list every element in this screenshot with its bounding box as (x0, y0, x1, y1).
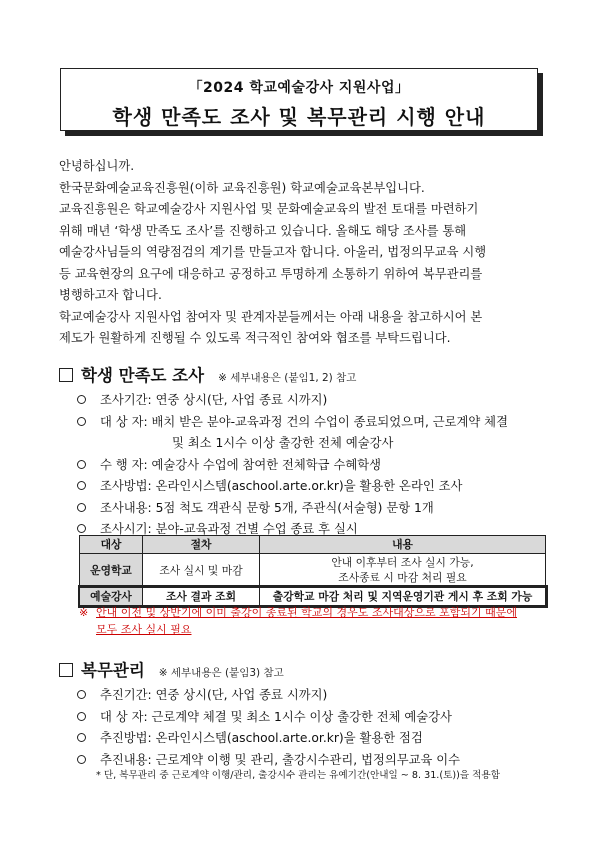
section-heading (59, 657, 559, 681)
list-item: 조사기간: 연중 상시(단, 사업 종료 시까지) (59, 390, 559, 412)
table-header-row (80, 536, 546, 554)
table-cell-step: 조사 실시 및 마감 (143, 554, 260, 588)
intro-line: 제도가 원활하게 진행될 수 있도록 적극적인 참여와 협조를 부탁드립니다. (59, 331, 451, 345)
asterisk-icon: ※ (79, 606, 89, 619)
list-item: 수 행 자: 예술강사 수업에 참여한 전체학급 수혜학생 (59, 455, 559, 477)
section-title: 복무관리 (81, 661, 145, 680)
table-cell-content: 안내 이후부터 조사 실시 가능, 조사종료 시 마감 처리 필요 (260, 554, 546, 588)
item-list (59, 685, 559, 771)
section-reference-note: ※ 세부내용은 (붙임3) 참고 (158, 667, 284, 679)
section-service-management (59, 657, 559, 771)
intro-line: 교육진흥원은 학교예술강사 지원사업 및 문화예술교육의 발전 토대를 마련하기 (59, 202, 479, 216)
circle-bullet-icon (74, 455, 88, 477)
checkbox-square-icon (59, 368, 73, 382)
warning-line: 안내 이전 및 상반기에 이미 출강이 종료된 학교의 경우도 조사대상으로 포함되기 때문에 (96, 606, 517, 619)
intro-line: 위해 매년 ‘학생 만족도 조사’를 진행하고 있습니다. 올해도 해당 조사를 통해 (59, 223, 467, 238)
table-cell-target: 예술강사 (80, 587, 143, 606)
intro-line: 병행하고자 합니다. (59, 288, 162, 302)
procedure-table (79, 535, 546, 607)
circle-bullet-icon (74, 390, 88, 412)
list-item: 대 상 자: 근로계약 체결 및 최소 1시수 이상 출강한 전체 예술강사 (59, 707, 559, 729)
table-header-cell: 내용 (260, 536, 546, 554)
circle-bullet-icon (74, 476, 88, 498)
table-cell-content: 출강학교 마감 처리 및 지역운영기관 게시 후 조회 가능 (260, 587, 546, 606)
list-item: 대 상 자: 배치 받은 분야-교육과정 건의 수업이 종료되었으며, 근로계약 체결 및 최소 1시수 이상 출강한 전체 예술강사 (59, 412, 559, 455)
table-header-cell: 대상 (80, 536, 143, 554)
intro-line: 등 교육현장의 요구에 대응하고 공정하고 투명하게 소통하기 위하여 복무관리를 (59, 266, 483, 281)
list-item: 추진내용: 근로계약 이행 및 관리, 출강시수관리, 법정의무교육 이수 (59, 750, 559, 772)
intro-line: 예술강사님들의 역량점검의 계기를 만들고자 합니다. 아울러, 법정의무교육 시행 (59, 245, 487, 259)
table-cell-step: 조사 결과 조회 (143, 587, 260, 606)
title-box (60, 68, 538, 131)
item-list (59, 390, 559, 541)
checkbox-square-icon (59, 663, 73, 677)
page-title: 학생 만족도 조사 및 복무관리 시행 안내 (112, 105, 486, 129)
title-subtitle: 「2024 학교예술강사 지원사업」 (188, 80, 410, 96)
intro-line: 한국문화예술교육진흥원(이하 교육진흥원) 학교예술교육본부입니다. (59, 180, 425, 195)
table-cell-target: 운영학교 (80, 554, 143, 588)
list-item: 추진방법: 온라인시스템(aschool.arte.or.kr)을 활용한 점검 (59, 728, 559, 750)
table-row (80, 554, 546, 588)
intro-paragraph (59, 156, 549, 350)
circle-bullet-icon (74, 412, 88, 434)
table-header-cell: 절차 (143, 536, 260, 554)
circle-bullet-icon (74, 750, 88, 772)
list-item: 조사내용: 5점 척도 객관식 문항 5개, 주관식(서술형) 문항 1개 (59, 498, 559, 520)
warning-line: 모두 조사 실시 필요 (96, 623, 192, 636)
footnote: * 단, 복무관리 중 근로계약 이행/관리, 출강시수 관리는 유예기간(안내일 ~ 8. 31.(토))을 적용함 (96, 770, 500, 781)
section-heading (59, 362, 559, 386)
list-item: 추진기간: 연중 상시(단, 사업 종료 시까지) (59, 685, 559, 707)
section-satisfaction-survey (59, 362, 559, 541)
circle-bullet-icon (74, 685, 88, 707)
intro-line: 안녕하십니까. (59, 159, 135, 173)
section-reference-note: ※ 세부내용은 (붙임1, 2) 참고 (218, 372, 357, 384)
circle-bullet-icon (74, 707, 88, 729)
section-title: 학생 만족도 조사 (81, 366, 205, 385)
warning-note (79, 604, 549, 638)
list-item: 조사시기: 분야-교육과정 건별 수업 종료 후 실시 (59, 519, 559, 541)
circle-bullet-icon (74, 728, 88, 750)
intro-line: 학교예술강사 지원사업 참여자 및 관계자분들께서는 아래 내용을 참고하시어 본 (59, 309, 483, 324)
circle-bullet-icon (74, 498, 88, 520)
list-item: 조사방법: 온라인시스템(aschool.arte.or.kr)을 활용한 온라인 조사 (59, 476, 559, 498)
list-item-continuation: 및 최소 1시수 이상 출강한 전체 예술강사 (172, 436, 394, 450)
